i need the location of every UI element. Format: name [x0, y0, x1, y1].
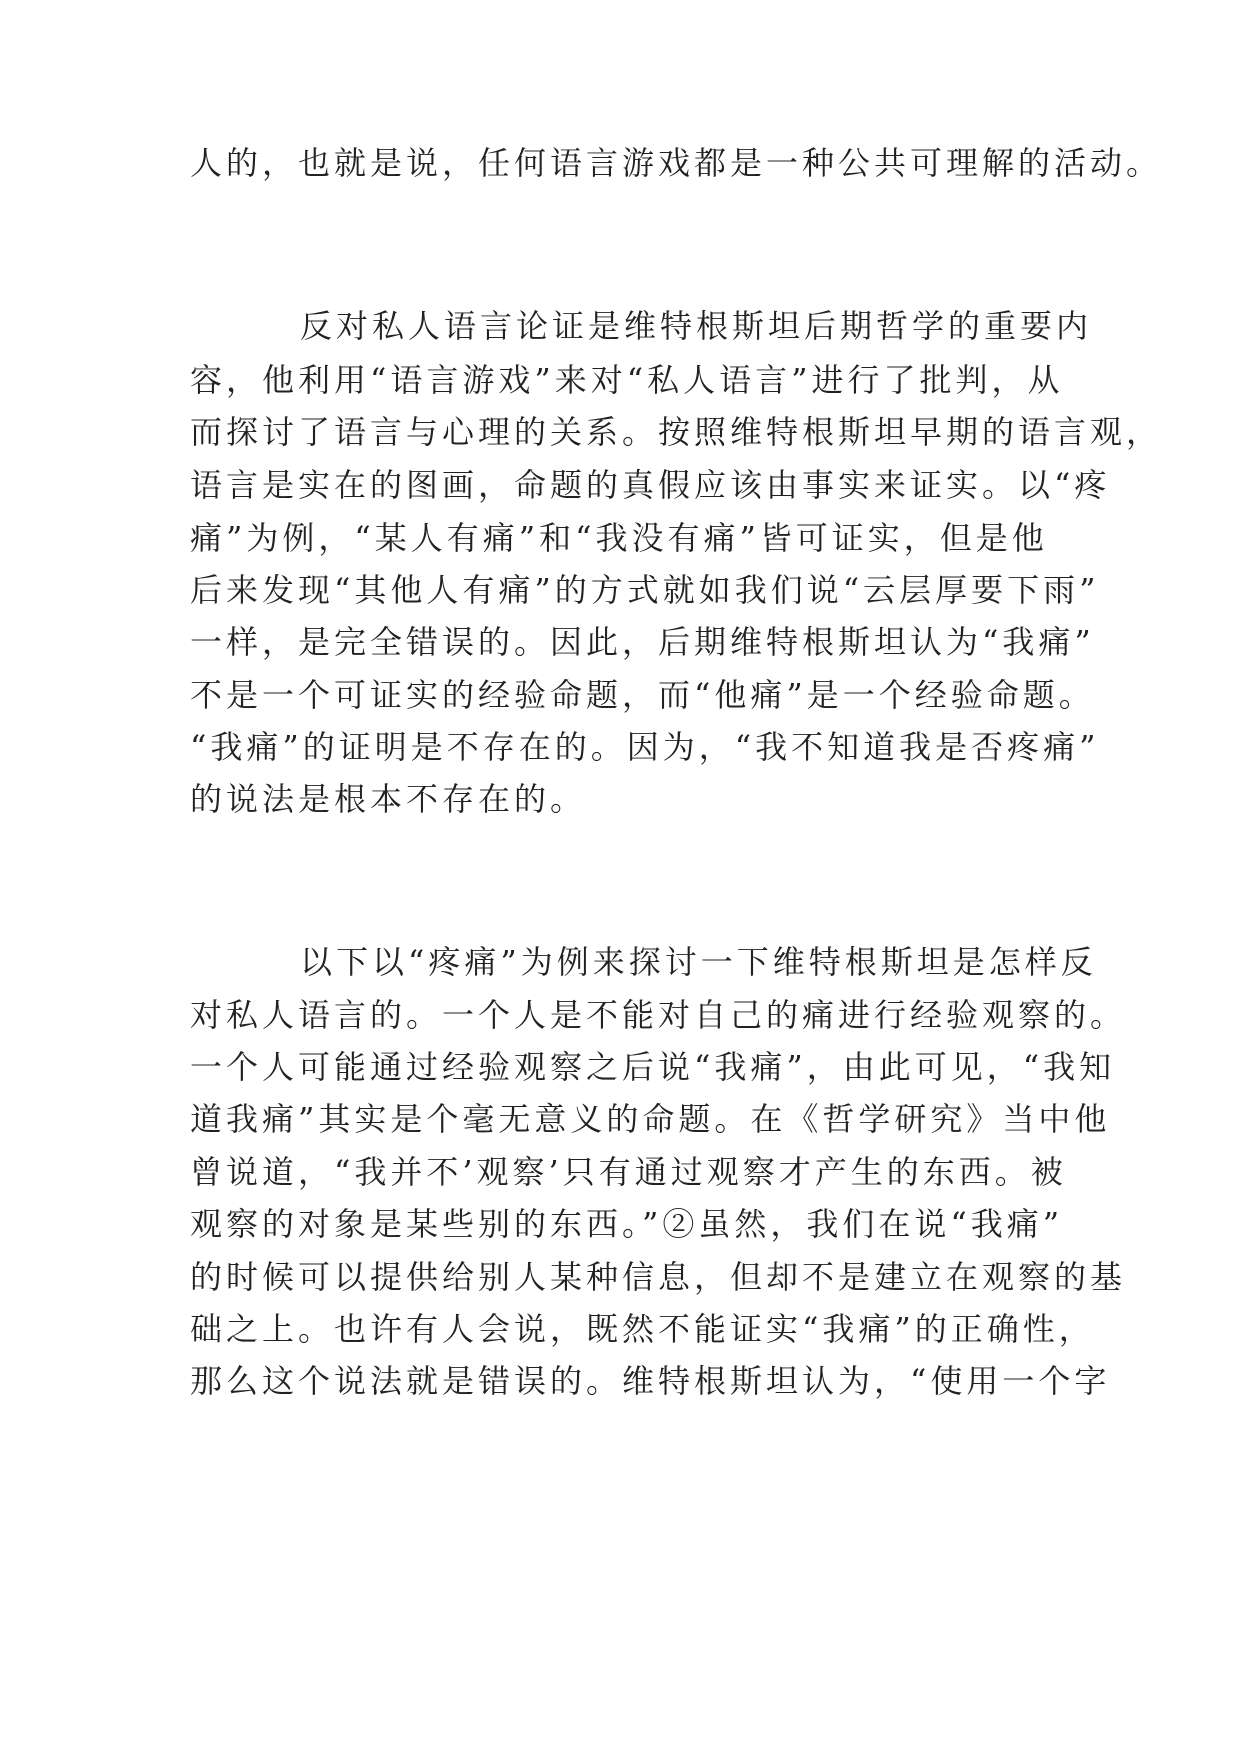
- text-line: 反对私人语言论证是维特根斯坦后期哲学的重要内: [300, 307, 1093, 345]
- text-line: 后来发现“其他人有痛”的方式就如我们说“云层厚要下雨”: [190, 571, 1100, 609]
- text-line: 对私人语言的。一个人是不能对自己的痛进行经验观察的。: [190, 996, 1127, 1034]
- text-line: 而探讨了语言与心理的关系。按照维特根斯坦早期的语言观，: [190, 413, 1163, 451]
- text-line: 不是一个可证实的经验命题，而“他痛”是一个经验命题。: [190, 676, 1095, 714]
- text-line: 痛”为例，“某人有痛”和“我没有痛”皆可证实，但是他: [190, 519, 1048, 557]
- text-line: 容，他利用“语言游戏”来对“私人语言”进行了批判，从: [190, 361, 1064, 399]
- text-line: 曾说道，“我并不’观察’只有通过观察才产生的东西。被: [190, 1153, 1067, 1191]
- text-line: 语言是实在的图画，命题的真假应该由事实来证实。以“疼: [190, 466, 1111, 504]
- text-line: 那么这个说法就是错误的。维特根斯坦认为，“使用一个字: [190, 1362, 1111, 1400]
- text-line: “我痛”的证明是不存在的。因为，“我不知道我是否疼痛”: [190, 728, 1100, 766]
- text-line: 的说法是根本不存在的。: [190, 780, 587, 818]
- text-line: 观察的对象是某些别的东西。”②虽然，我们在说“我痛”: [190, 1205, 1064, 1243]
- text-line: 一样，是完全错误的。因此，后期维特根斯坦认为“我痛”: [190, 623, 1095, 661]
- text-line: 人的，也就是说，任何语言游戏都是一种公共可理解的活动。: [190, 144, 1163, 182]
- text-line: 道我痛”其实是个毫无意义的命题。在《哲学研究》当中他: [190, 1100, 1111, 1138]
- text-line: 以下以“疼痛”为例来探讨一下维特根斯坦是怎样反: [300, 943, 1097, 981]
- text-line: 础之上。也许有人会说，既然不能证实“我痛”的正确性，: [190, 1310, 1095, 1348]
- text-line: 的时候可以提供给别人某种信息，但却不是建立在观察的基: [190, 1258, 1127, 1296]
- text-line: 一个人可能通过经验观察之后说“我痛”，由此可见，“我知: [190, 1048, 1116, 1086]
